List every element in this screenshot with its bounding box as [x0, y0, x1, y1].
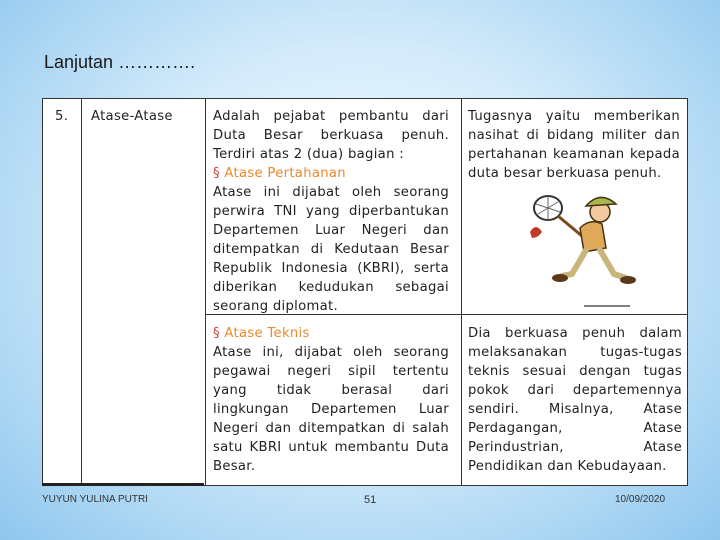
- description-body: Atase ini, dijabat oleh seorang pegawai negeri sipil tertentu yang tidak berasal dari lingkungan Departemen Luar Negeri dan ditempatkan di salah satu KBRI untuk membantu Duta Besar.: [213, 345, 449, 474]
- footer-date: 10/09/2020: [615, 494, 666, 505]
- row-label: Atase-Atase: [91, 109, 173, 124]
- task-defense-attache: Tugasnya yaitu memberikan nasihat di bidang militer dan pertahanan keamanan kepada duta besar berkuasa penuh.: [468, 109, 680, 181]
- subtitle-defense-attache: Atase Pertahanan: [224, 166, 346, 181]
- column-divider: [205, 99, 206, 485]
- page-number: 51: [364, 494, 377, 506]
- slide-title: Lanjutan ………….: [44, 52, 196, 72]
- bullet-icon: §: [213, 326, 220, 341]
- description-body: Atase ini dijabat oleh seorang perwira TNI yang diperbantukan Departemen Luar Negeri dan ditempatkan di Kedutaan Besar Republik Indonesia (KBRI), serta diberikan kedudukan sebagai seorang diplomat.: [213, 185, 449, 314]
- task-technical-attache: Dia berkuasa penuh dalam melaksanakan tugas-tugas teknis sesuai dengan tugas pokok dari departemennya sendiri. Misalnya, Atase Perdagangan, Atase Perindustrian, Atase Pendidikan dan Kebudayaan.: [468, 326, 682, 474]
- column-divider: [461, 99, 462, 485]
- description-intro: Adalah pejabat pembantu dari Duta Besar berkuasa penuh. Terdiri atas 2 (dua) bagian :: [213, 109, 449, 162]
- bullet-icon: §: [213, 166, 220, 181]
- row-number: 5.: [55, 109, 69, 124]
- explorer-with-net-clipart: [510, 178, 640, 308]
- footer-author: YUYUN YULINA PUTRI: [42, 494, 148, 505]
- table-bottom-bar: [42, 483, 204, 486]
- column-divider: [81, 99, 82, 485]
- description-technical-attache: [213, 324, 449, 476]
- description-defense-attache: [213, 107, 449, 316]
- subtitle-technical-attache: Atase Teknis: [224, 326, 310, 341]
